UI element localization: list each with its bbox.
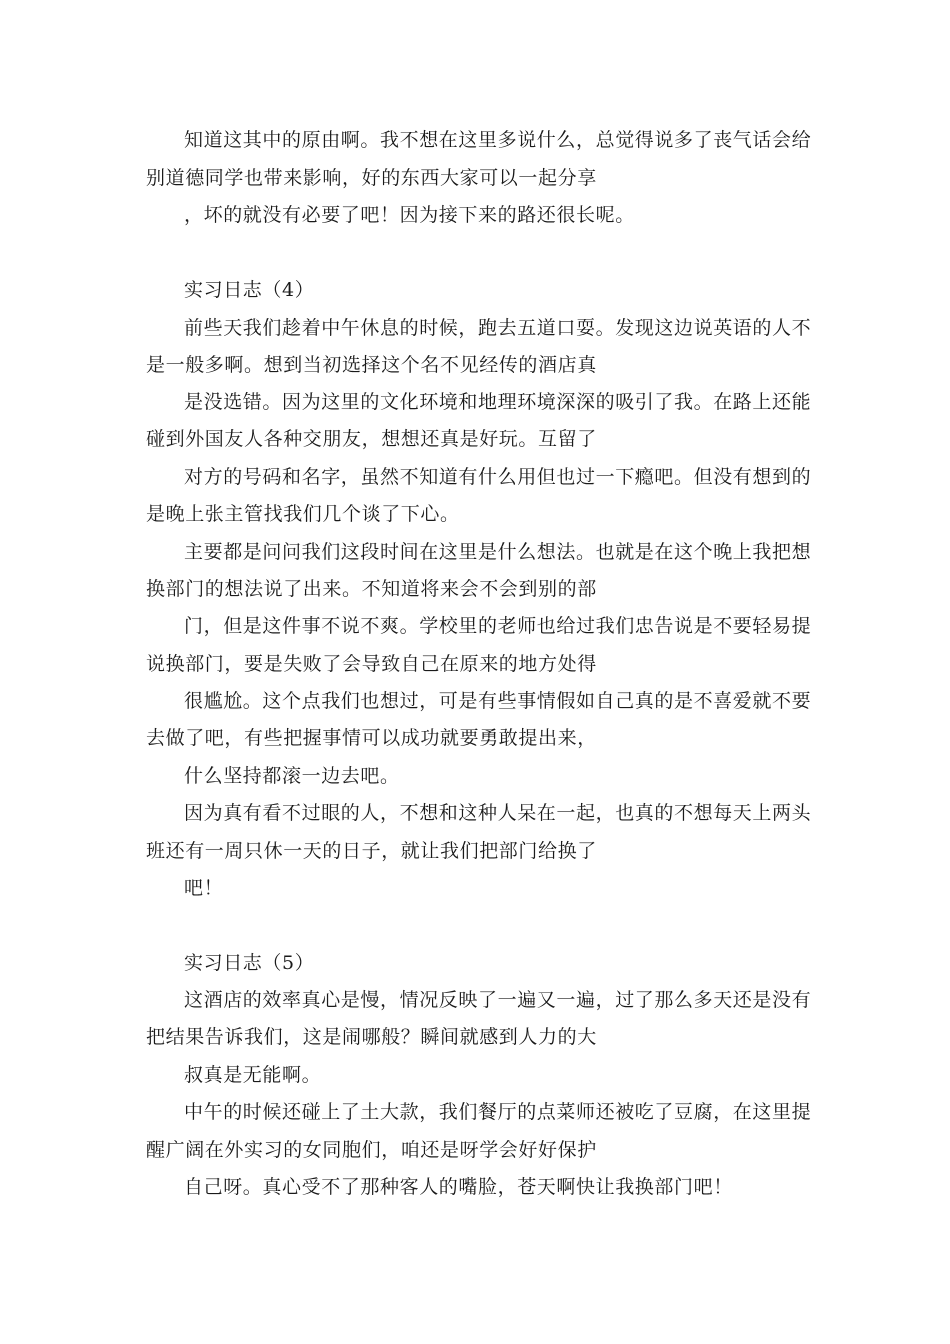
paragraph-line: 对方的号码和名字，虽然不知道有什么用但也过一下瘾吧。但没有想到的 (184, 466, 812, 488)
paragraph-line: ，坏的就没有必要了吧！因为接下来的路还很长呢。 (184, 204, 635, 226)
paragraph-line: 什么坚持都滚一边去吧。 (184, 765, 400, 787)
paragraph-line: 叔真是无能啊。 (184, 1064, 322, 1086)
paragraph-line: 醒广阔在外实习的女同胞们，咱还是呀学会好好保护 (146, 1139, 597, 1161)
paragraph-line: 吧！ (184, 877, 224, 899)
paragraph-line: 别道德同学也带来影响，好的东西大家可以一起分享 (146, 167, 597, 189)
paragraph-line: 去做了吧，有些把握事情可以成功就要勇敢提出来， (146, 727, 597, 749)
section-heading: 实习日志（4） (184, 279, 315, 301)
paragraph-line: 把结果告诉我们，这是闹哪般？瞬间就感到人力的大 (146, 1026, 597, 1048)
paragraph-line: 班还有一周只休一天的日子，就让我们把部门给换了 (146, 840, 597, 862)
paragraph-line: 是没选错。因为这里的文化环境和地理环境深深的吸引了我。在路上还能 (184, 391, 812, 413)
paragraph-line: 主要都是问问我们这段时间在这里是什么想法。也就是在这个晚上我把想 (184, 541, 812, 563)
paragraph-line: 换部门的想法说了出来。不知道将来会不会到别的部 (146, 578, 597, 600)
paragraph-line: 门，但是这件事不说不爽。学校里的老师也给过我们忠告说是不要轻易提 (184, 615, 812, 637)
paragraph-line: 自己呀。真心受不了那种客人的嘴脸，苍天啊快让我换部门吧！ (184, 1176, 733, 1198)
paragraph-line: 因为真有看不过眼的人，不想和这种人呆在一起，也真的不想每天上两头 (184, 802, 812, 824)
paragraph-line: 前些天我们趁着中午休息的时候，跑去五道口耍。发现这边说英语的人不 (184, 317, 812, 339)
paragraph-line: 是一般多啊。想到当初选择这个名不见经传的酒店真 (146, 354, 597, 376)
paragraph-line: 碰到外国友人各种交朋友，想想还真是好玩。互留了 (146, 428, 597, 450)
section-heading: 实习日志（5） (184, 952, 315, 974)
paragraph-line: 是晚上张主管找我们几个谈了下心。 (146, 503, 460, 525)
paragraph-line: 说换部门，要是失败了会导致自己在原来的地方处得 (146, 653, 597, 675)
paragraph-line: 很尴尬。这个点我们也想过，可是有些事情假如自己真的是不喜爱就不要 (184, 690, 812, 712)
paragraph-line: 这酒店的效率真心是慢，情况反映了一遍又一遍，过了那么多天还是没有 (184, 989, 812, 1011)
paragraph-line: 中午的时候还碰上了土大款，我们餐厅的点菜师还被吃了豆腐，在这里提 (184, 1101, 812, 1123)
paragraph-line: 知道这其中的原由啊。我不想在这里多说什么，总觉得说多了丧气话会给 (184, 129, 812, 151)
